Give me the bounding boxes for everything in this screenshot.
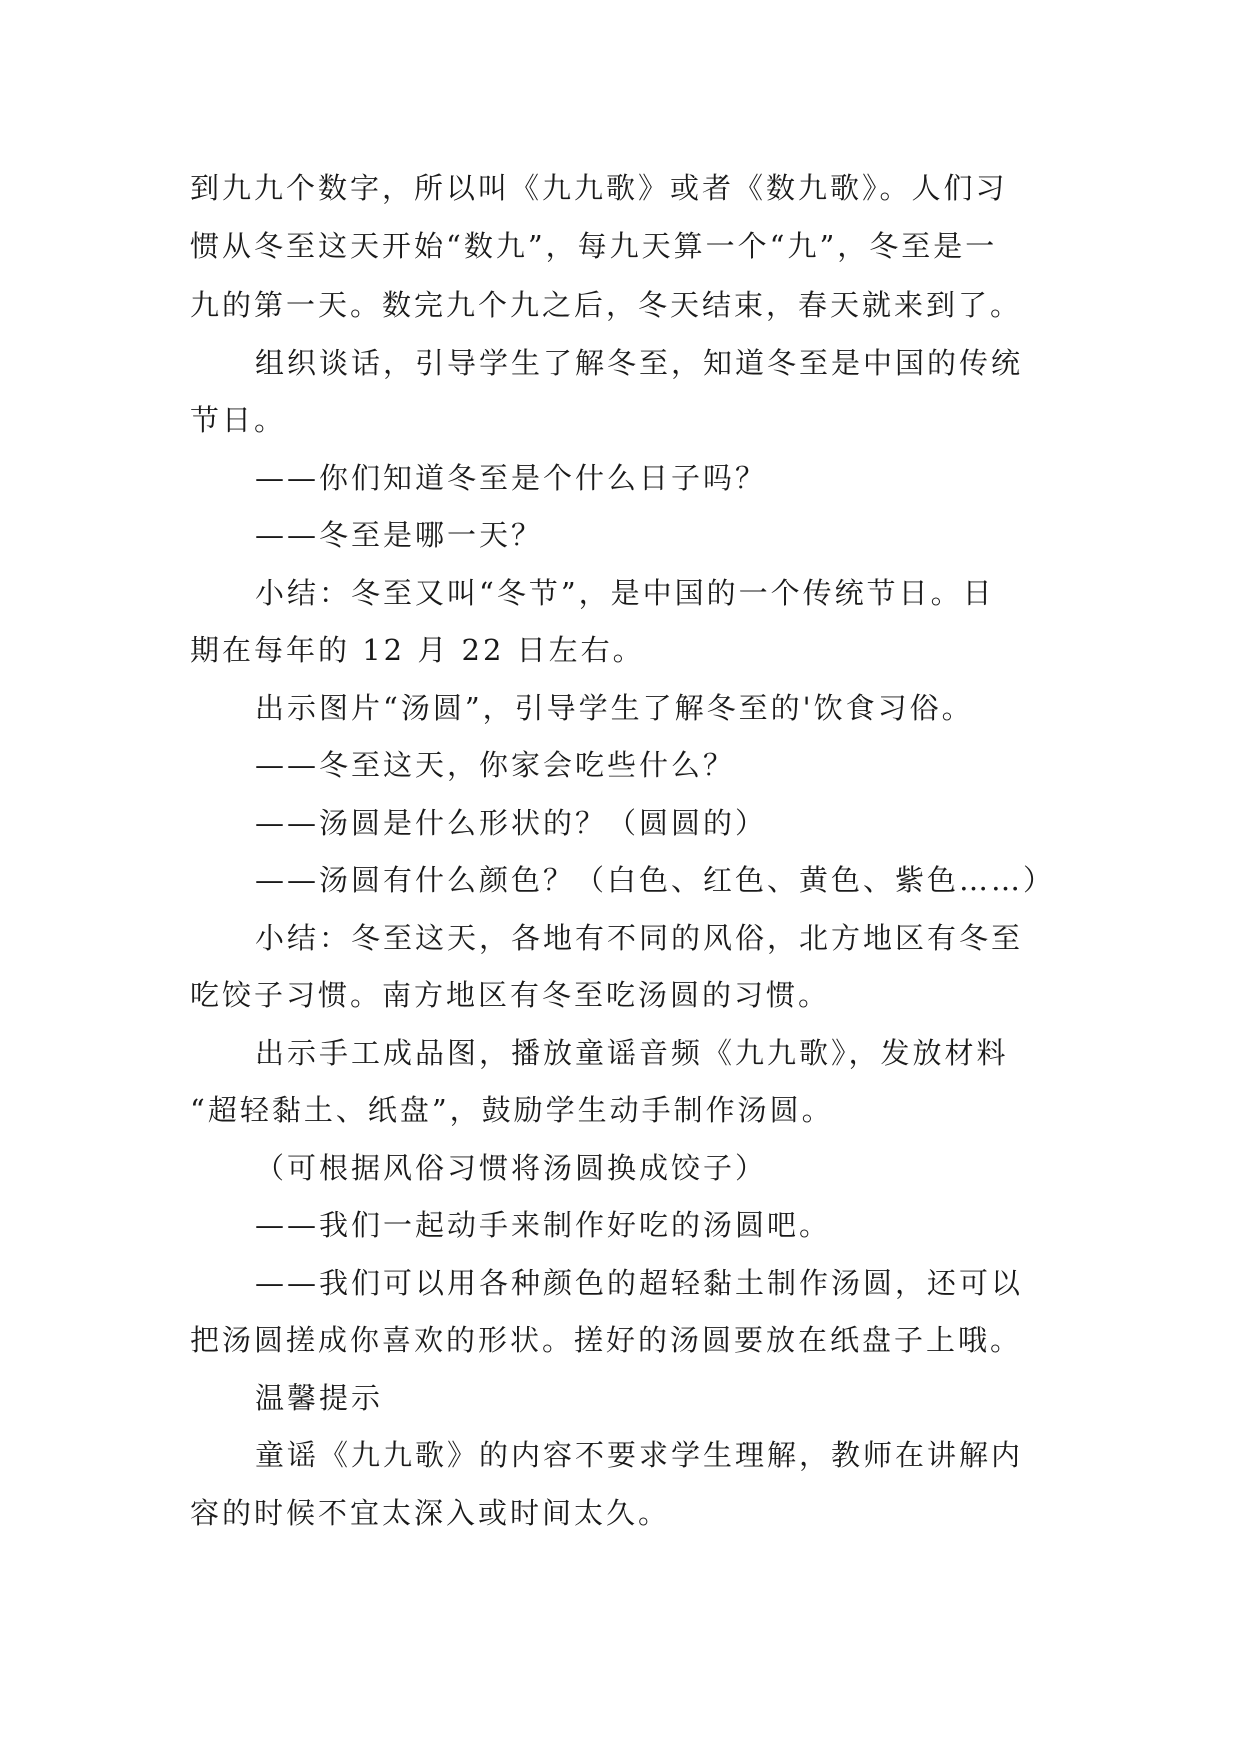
text-line: 九的第一天。数完九个九之后，冬天结束，春天就来到了。 [190,288,1023,322]
text-line: 童谣《九九歌》的内容不要求学生理解，教师在讲解内 [255,1438,1024,1472]
text-line: 惯从冬至这天开始“数九”，每九天算一个“九”，冬至是一 [190,229,998,263]
text-line: “超轻黏土、纸盘”，鼓励学生动手制作汤圆。 [190,1093,834,1127]
text-line: ——冬至这天，你家会吃些什么？ [255,748,736,782]
text-line: ——汤圆是什么形状的？（圆圆的） [255,806,768,840]
text-line: 小结：冬至这天，各地有不同的风俗，北方地区有冬至 [255,921,1024,955]
text-line: ——汤圆有什么颜色？（白色、红色、黄色、紫色……） [255,863,1056,897]
text-line: ——我们可以用各种颜色的超轻黏土制作汤圆，还可以 [255,1266,1024,1300]
text-line: 吃饺子习惯。南方地区有冬至吃汤圆的习惯。 [190,978,831,1012]
text-line: 把汤圆搓成你喜欢的形状。搓好的汤圆要放在纸盘子上哦。 [190,1323,1023,1357]
text-line: ——冬至是哪一天？ [255,518,544,552]
text-line: （可根据风俗习惯将汤圆换成饺子） [255,1151,768,1185]
text-line: ——我们一起动手来制作好吃的汤圆吧。 [255,1208,832,1242]
text-line: 到九九个数字，所以叫《九九歌》或者《数九歌》。人们习 [190,171,1008,205]
text-line: ——你们知道冬至是个什么日子吗？ [255,461,768,495]
text-line: 出示手工成品图，播放童谣音频《九九歌》，发放材料 [255,1036,1009,1070]
text-line: 温馨提示 [255,1381,384,1415]
text-line: 组织谈话，引导学生了解冬至，知道冬至是中国的传统 [255,346,1024,380]
text-line: 容的时候不宜太深入或时间太久。 [190,1496,671,1530]
text-line: 出示图片“汤圆”，引导学生了解冬至的'饮食习俗。 [255,691,974,725]
text-line: 小结：冬至又叫“冬节”，是中国的一个传统节日。日 [255,576,995,610]
text-line: 节日。 [190,403,287,437]
text-line: 期在每年的 12 月 22 日左右。 [190,633,645,667]
